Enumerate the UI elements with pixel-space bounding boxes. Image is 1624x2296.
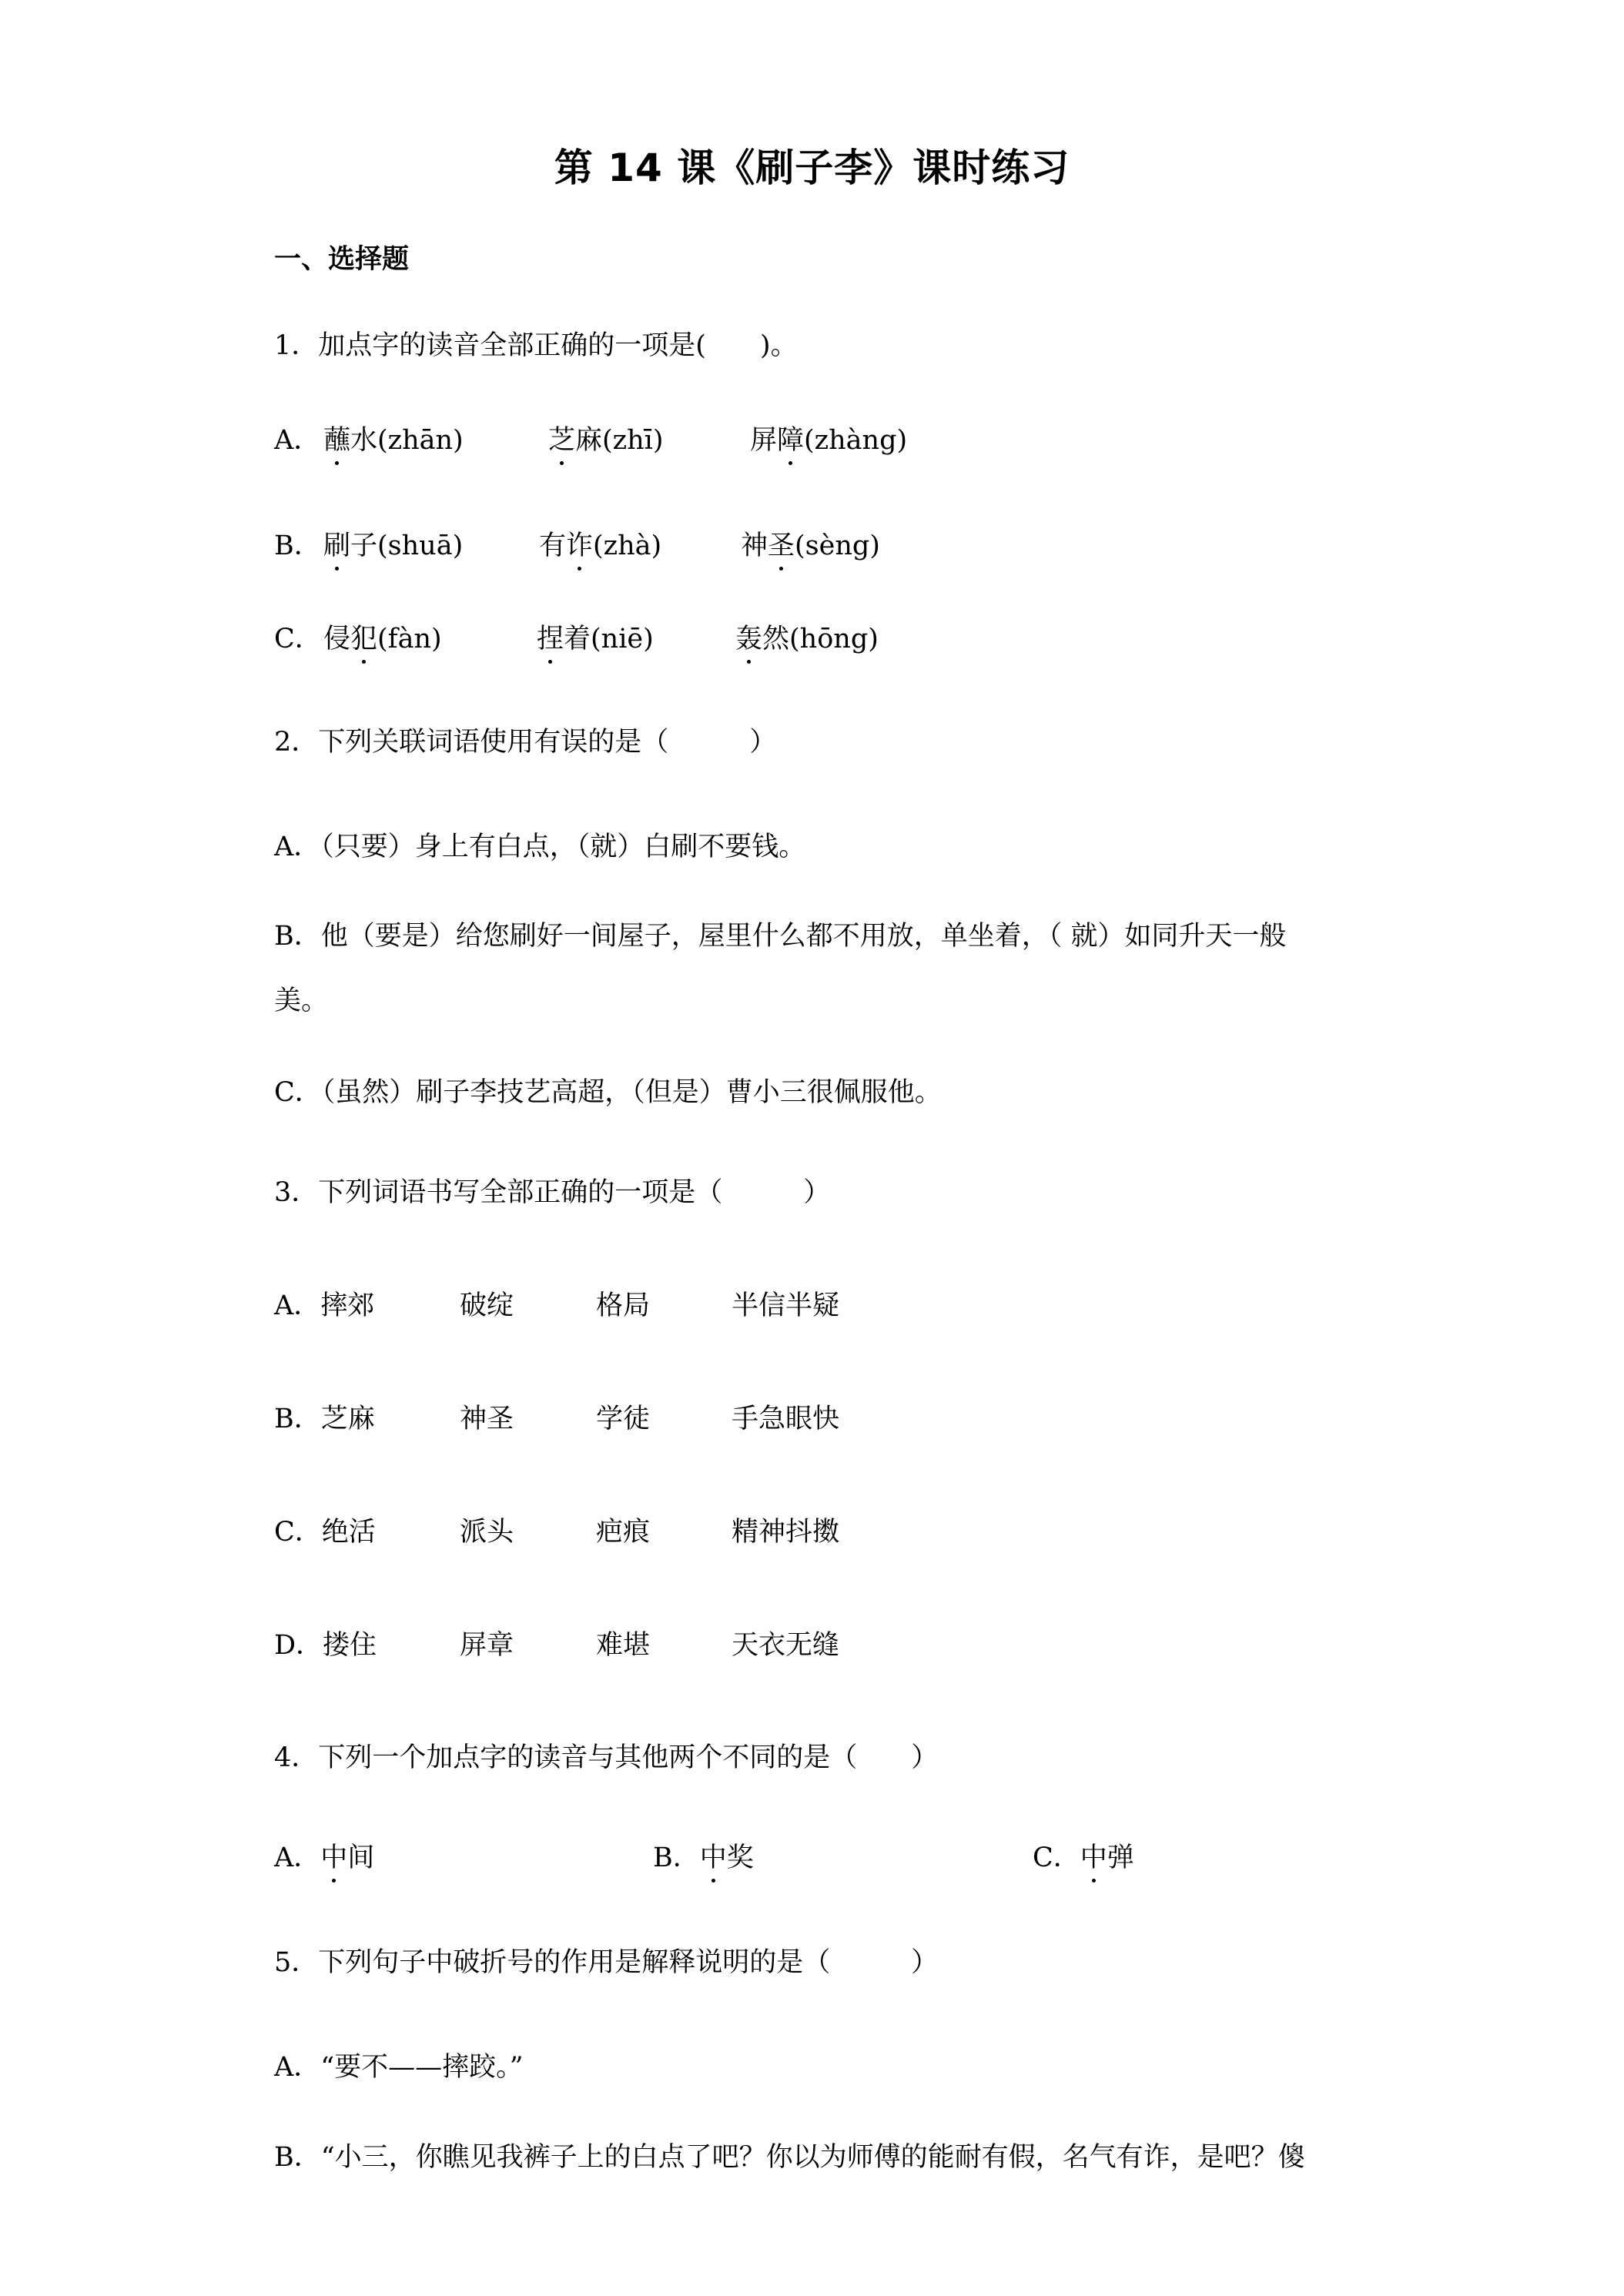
word: C．绝活 — [274, 1517, 376, 1548]
word: 屏障(zhàng) — [750, 425, 908, 456]
word: 神圣(sèng) — [741, 530, 880, 561]
dotted-char: 刷 — [323, 530, 351, 561]
word: 侵犯(fàn) — [323, 624, 442, 654]
question-3-stem: 3．下列词语书写全部正确的一项是（ ） — [274, 1177, 831, 1208]
question-4-stem: 4．下列一个加点字的读音与其他两个不同的是（ ） — [274, 1742, 939, 1773]
word: 格局 — [596, 1290, 651, 1321]
word: 刷子(shuā) — [323, 530, 464, 561]
word: 学徒 — [596, 1404, 651, 1434]
option-label: C． — [274, 624, 322, 654]
dotted-char: 蘸 — [323, 425, 351, 456]
word: 屏章 — [460, 1630, 514, 1661]
word: 捏着(niē) — [537, 624, 654, 654]
word: A．摔郊 — [274, 1290, 375, 1321]
dotted-char: 犯 — [350, 624, 378, 654]
question-4-option-a: A．中间 — [274, 1842, 375, 1873]
word: 疤痕 — [596, 1517, 651, 1548]
question-5-option-b: B．“小三，你瞧见我裤子上的白点了吧？你以为师傅的能耐有假，名气有诈，是吧？傻 — [274, 2142, 1305, 2173]
word: 天衣无缝 — [732, 1630, 840, 1661]
dotted-char: 捏 — [537, 624, 564, 654]
option-label: B． — [274, 530, 321, 561]
question-2-option-c: C．（虽然）刷子李技艺高超，（但是）曹小三很佩服他。 — [274, 1077, 942, 1108]
dotted-char: 芝 — [548, 425, 576, 456]
question-1-stem: 1．加点字的读音全部正确的一项是( )。 — [274, 330, 798, 361]
word: 芝麻(zhī) — [548, 425, 664, 456]
dotted-char: 中 — [1080, 1842, 1107, 1873]
word: D．搂住 — [274, 1630, 377, 1661]
question-2-option-a: A．（只要）身上有白点，（就）白刷不要钱。 — [274, 832, 806, 862]
word: 精神抖擞 — [732, 1517, 840, 1548]
word: 破绽 — [460, 1290, 514, 1321]
question-2-option-b: B．他（要是）给您刷好一间屋子，屋里什么都不用放，单坐着，（ 就）如同升天一般 — [274, 921, 1287, 952]
question-4-option-c: C．中弹 — [1033, 1842, 1134, 1873]
question-2-option-b-cont: 美。 — [274, 986, 329, 1016]
question-5-option-a: A．“要不——摔跤。” — [274, 2052, 524, 2083]
word: B．芝麻 — [274, 1404, 375, 1434]
option-label: A． — [274, 425, 321, 456]
word: 半信半疑 — [732, 1290, 840, 1321]
dotted-char: 圣 — [768, 530, 795, 561]
word: 手急眼快 — [732, 1404, 840, 1434]
word: 难堪 — [596, 1630, 651, 1661]
question-4-option-b: B．中奖 — [653, 1842, 754, 1873]
word: 轰然(hōng) — [735, 624, 879, 654]
section-heading-choice: 一、选择题 — [274, 244, 410, 275]
dotted-char: 诈 — [566, 530, 594, 561]
word: 神圣 — [460, 1404, 514, 1434]
word: 派头 — [460, 1517, 514, 1548]
dotted-char: 中 — [320, 1842, 348, 1873]
word: 蘸水(zhān) — [323, 425, 464, 456]
page-title: 第 14 课《刷子李》课时练习 — [554, 146, 1070, 190]
dotted-char: 轰 — [735, 624, 763, 654]
question-2-stem: 2．下列关联词语使用有误的是（ ） — [274, 727, 777, 758]
word: 有诈(zhà) — [539, 530, 662, 561]
dotted-char: 中 — [699, 1842, 727, 1873]
dotted-char: 障 — [777, 425, 805, 456]
question-5-stem: 5．下列句子中破折号的作用是解释说明的是（ ） — [274, 1947, 939, 1978]
